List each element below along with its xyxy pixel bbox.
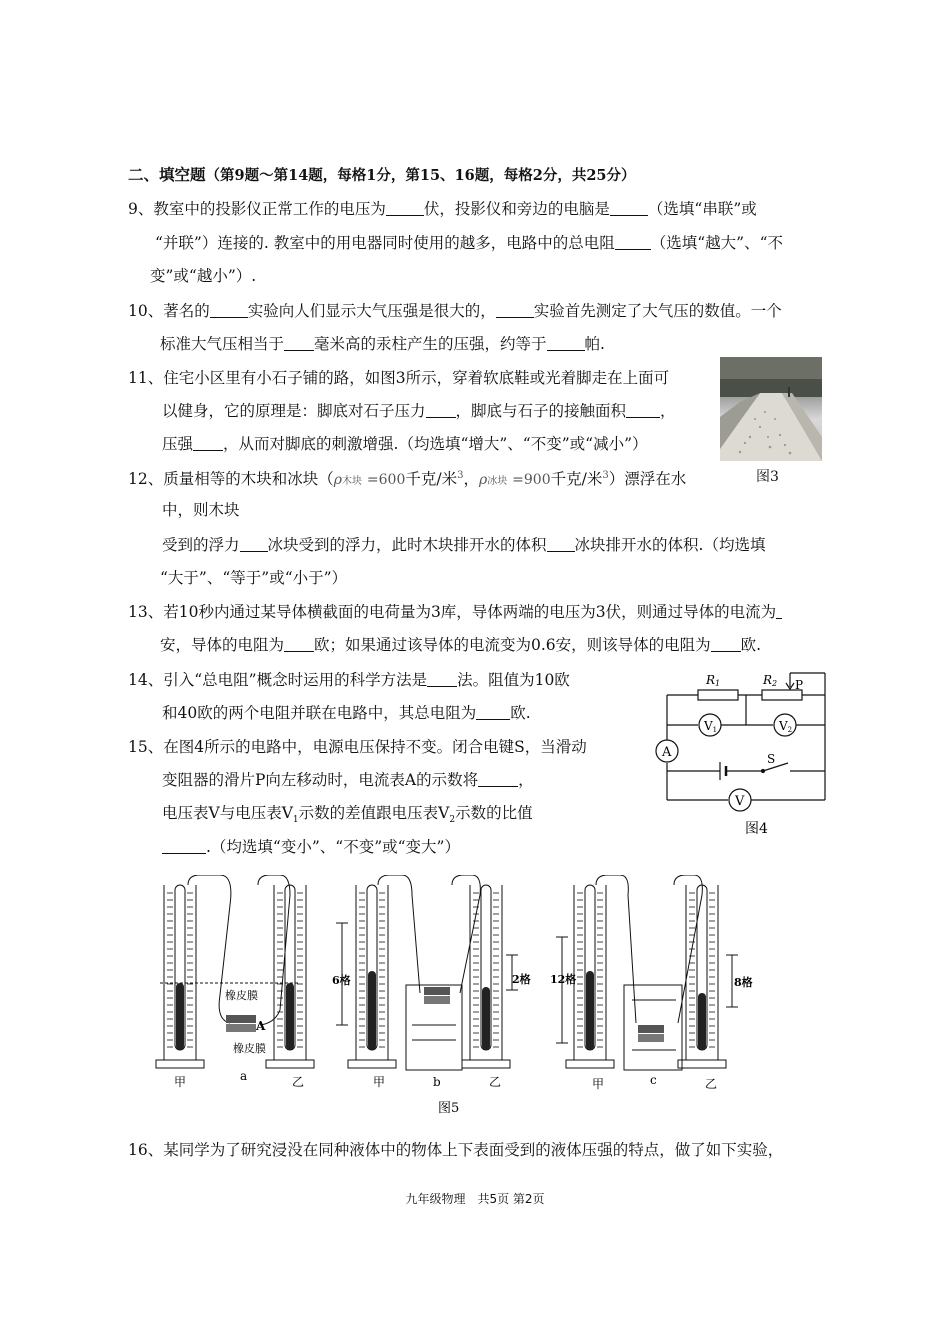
blank (162, 838, 206, 854)
q14-line1 (128, 670, 570, 690)
q10-text-4: 标准大气压相当于 (160, 335, 285, 353)
q10-text-6: 帕. (584, 335, 605, 353)
r1-label: R1 (706, 673, 721, 688)
v1-label: V1 (704, 719, 718, 734)
manometer-tube (348, 885, 396, 1068)
q11-text-3: ， (660, 402, 676, 420)
q9-line1 (128, 199, 757, 219)
blank (476, 704, 510, 720)
blank (615, 234, 651, 250)
fig5-caption: 图5 (438, 1101, 460, 1116)
q15-line3 (162, 803, 533, 830)
ammeter-label: A (662, 745, 672, 760)
grid-12-label: 12格 (550, 973, 577, 986)
blank (284, 335, 314, 351)
fig3-caption: 图3 (756, 469, 779, 485)
panel-c-jia: 甲 (592, 1077, 605, 1091)
wood-subscript: 木块 (341, 476, 362, 488)
blank (386, 200, 424, 216)
q12-line1 (128, 466, 686, 492)
panel-a-yi: 乙 (292, 1075, 305, 1089)
ice-subscript: 冰块 (487, 476, 508, 488)
q10-line1 (128, 301, 782, 321)
q12-line2: 中，则木块 (162, 501, 240, 519)
q13-text-2: 安，导体的电阻为 (160, 636, 285, 654)
membrane-label-top: 橡皮膜 (225, 989, 258, 1002)
q13-text-3: 欧；如果通过该导体的电流变为0.6安，则该导体的电阻为 (314, 636, 711, 654)
q12-text-4: 冰块受到的浮力，此时木块排开水的体积 (267, 536, 547, 554)
q15-text-3: 电压表V与电压表V (162, 804, 293, 822)
q10-text-2: 实验向人们显示大气压强是很大的， (247, 302, 496, 320)
ice-density: =900 (512, 472, 551, 489)
stone-path-image (720, 357, 822, 461)
q15-text-2: ， (518, 771, 534, 789)
blank (284, 636, 314, 652)
q9-text-5: （选填“越大”、“不 (650, 234, 783, 252)
q11-text-4: 压强 (162, 435, 194, 453)
grid-2-label: 2格 (512, 973, 531, 986)
q15-text-5: 示数的比值 (455, 804, 533, 822)
q14-text-3: 和40欧的两个电阻并联在电路中，其总电阻为 (162, 704, 477, 722)
blank (427, 671, 457, 687)
q10-line2 (160, 334, 605, 354)
blank (711, 636, 741, 652)
q11-text-2: ，脚底与石子的接触面积 (455, 402, 627, 420)
q12-text-2: ）漂浮在水 (608, 470, 687, 489)
grid-6-label: 6格 (332, 974, 351, 987)
q9-text-3: （选填“串联”或 (647, 200, 757, 218)
q13-line2 (160, 635, 761, 655)
panel-b-jia: 甲 (373, 1075, 386, 1089)
point-a-label: A (256, 1019, 266, 1033)
stone-path-photo (720, 357, 822, 461)
panel-a-jia: 甲 (174, 1075, 187, 1089)
manometer-tube (462, 885, 510, 1068)
q12-line4: “大于”、“等于”或“小于”） (160, 569, 348, 587)
q15-line1: 15、在图4所示的电路中，电源电压保持不变。闭合电键S，当滑动 (128, 738, 587, 756)
q15-text-6: .（均选填“变小”、“不变”或“变大”） (206, 838, 460, 856)
q15-text-4: 示数的差值跟电压表V (298, 804, 450, 822)
density-unit-1: 千克/米 (405, 470, 458, 489)
density-unit-2: 千克/米 (550, 470, 603, 489)
manometer-tube (678, 885, 726, 1068)
q13-line1 (128, 602, 782, 622)
blank (426, 402, 456, 418)
q12-text-3: 受到的浮力 (162, 536, 240, 554)
q15-line2 (162, 770, 534, 790)
q9-text-1: 9、教室中的投影仪正常工作的电压为 (128, 200, 386, 218)
r2-label: R2 (763, 673, 778, 688)
panel-c-label: c (650, 1073, 657, 1087)
q12-text-1: 12、质量相等的木块和冰块（ (128, 470, 334, 489)
q14-text-1: 14、引入“总电阻”概念时运用的科学方法是 (128, 671, 428, 689)
q9-line2 (155, 233, 783, 253)
blank (240, 536, 268, 552)
rho-symbol: ρ (333, 472, 342, 489)
q16-line1: 16、某同学为了研究浸没在同种液体中的物体上下表面受到的液体压强的特点，做了如下实验， (128, 1141, 784, 1159)
panel-a-label: a (240, 1069, 248, 1083)
fig4-caption: 图4 (745, 821, 768, 837)
q9-line3: 变”或“越小”）. (150, 267, 257, 285)
blank (547, 335, 585, 351)
cube-sup-1: 3 (457, 470, 464, 481)
v2-subscript: 2 (449, 815, 456, 826)
q11-line3 (162, 434, 648, 454)
q9-text-4: “并联”）连接的. 教室中的用电器同时使用的越多，电路中的总电阻 (155, 234, 615, 252)
q11-line1: 11、住宅小区里有小石子铺的路，如图3所示，穿着软底鞋或光着脚走在上面可 (128, 369, 670, 387)
voltmeter-label: V (735, 794, 745, 809)
page-footer: 九年级物理 共5页 第2页 (405, 1192, 545, 1206)
blank (496, 302, 534, 318)
q11-line2 (162, 401, 676, 421)
q9-text-2: 伏，投影仪和旁边的电脑是 (423, 200, 610, 218)
panel-b-label: b (433, 1075, 441, 1089)
q10-text-3: 实验首先测定了大气压的数值。一个 (533, 302, 782, 320)
blank (210, 302, 248, 318)
slider-label: P (795, 678, 804, 692)
cube-sup-2: 3 (602, 470, 609, 481)
q10-text-5: 毫米高的汞柱产生的压强，约等于 (314, 335, 547, 353)
blank (547, 536, 575, 552)
blank (478, 771, 518, 787)
section-heading (128, 165, 636, 186)
manometer-tube (266, 885, 314, 1068)
membrane-label-bottom: 橡皮膜 (233, 1042, 266, 1055)
q13-text-1: 13、若10秒内通过某导体横截面的电荷量为3库，导体两端的电压为3伏，则通过导体的电流为 (128, 603, 777, 621)
manometer-figure (150, 875, 760, 1120)
q12-text-5: 冰块排开水的体积.（均选填 (574, 536, 766, 554)
q14-line2 (162, 703, 531, 723)
panel-b-yi: 乙 (489, 1075, 502, 1089)
q11-text-1: 以健身，它的原理是：脚底对石子压力 (162, 402, 426, 420)
blank (193, 435, 223, 451)
q13-text-4: 欧. (740, 636, 762, 654)
wood-density: =600 (366, 472, 406, 489)
separator: ， (463, 470, 479, 489)
switch-label: S (767, 752, 776, 766)
section-note: （第9题～第14题，每格1分，第15、16题，每格2分，共25分） (205, 167, 636, 184)
panel-c-yi: 乙 (705, 1077, 718, 1091)
q14-text-4: 欧. (510, 704, 531, 722)
v2-label: V2 (779, 719, 793, 734)
q15-text-1: 变阻器的滑片P向左移动时，电流表A的示数将 (162, 771, 479, 789)
blank (610, 200, 648, 216)
v1-subscript: 1 (292, 815, 299, 826)
grid-8-label: 8格 (734, 976, 753, 989)
blank (776, 603, 782, 619)
q12-line3 (162, 535, 765, 555)
blank (626, 402, 660, 418)
q15-line4 (162, 837, 460, 857)
circuit-diagram (650, 665, 840, 845)
rho-symbol: ρ (478, 472, 488, 489)
q14-text-2: 法。阻值为10欧 (457, 671, 570, 689)
manometer-tube (156, 885, 204, 1068)
q11-text-5: ，从而对脚底的刺激增强.（均选填“增大”、“不变”或“减小”） (223, 435, 648, 453)
section-title: 二、填空题 (128, 165, 206, 184)
q10-text-1: 10、著名的 (128, 302, 210, 320)
